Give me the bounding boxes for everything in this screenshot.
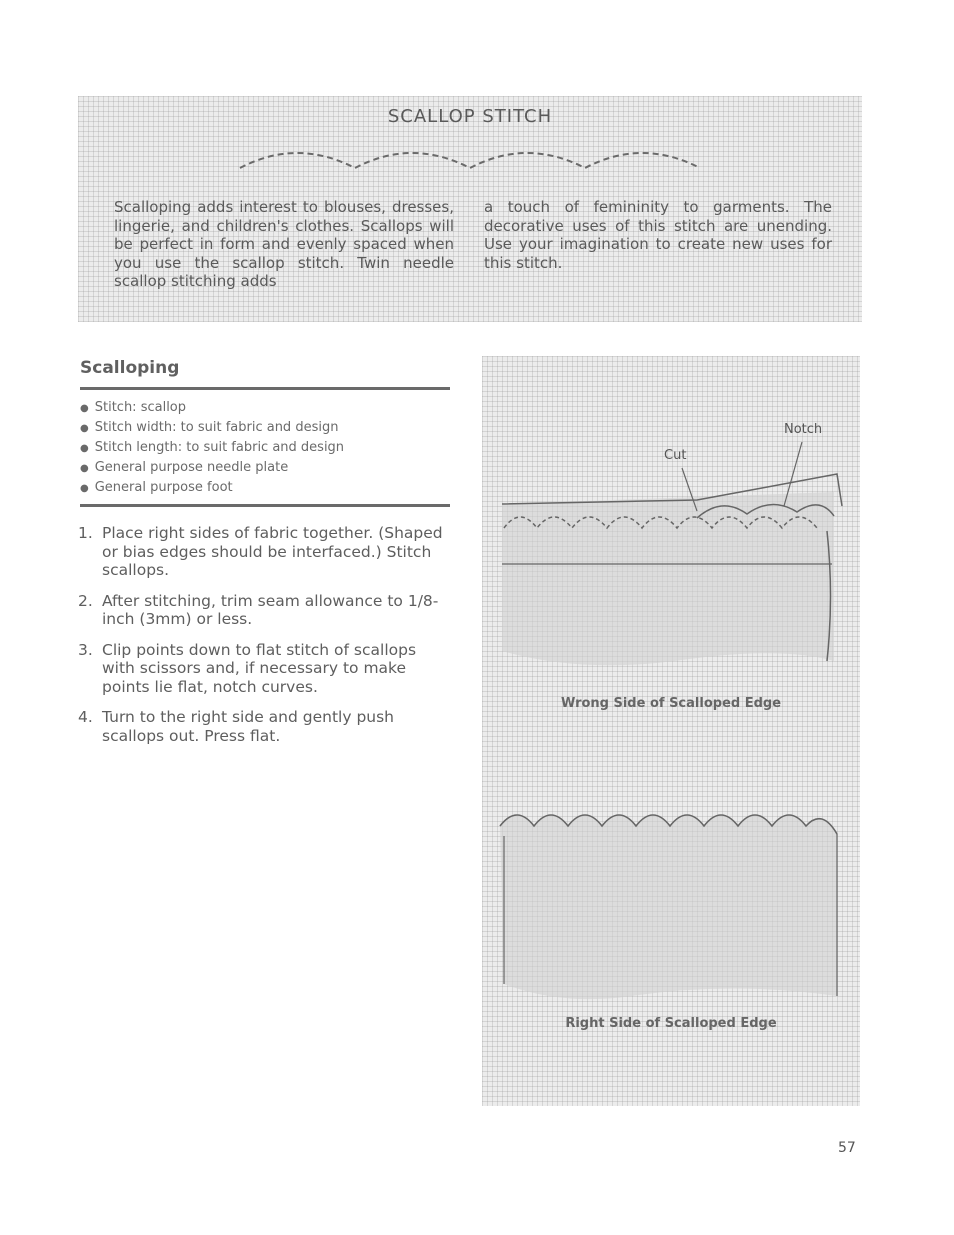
step-item: 3. Clip points down to flat stitch of scallops with scissors and, if necessary to make points lie flat, notch curves.: [78, 640, 417, 696]
intro-box: [78, 96, 862, 322]
intro-text-right: a touch of femininity to garments. The decorative uses of this stitch are unending. Use your imagination to create new uses for this stitch.: [484, 198, 832, 272]
step-item: 1. Place right sides of fabric together. (Shaped or bias edges should be interfaced.) Stitch scallops.: [78, 524, 443, 579]
step-item: 2. After stitching, trim seam allowance to 1/8-inch (3mm) or less.: [78, 591, 439, 628]
section-title: Scalloping: [80, 358, 180, 378]
bullet-icon: ●: [80, 423, 89, 434]
label-notch: Notch: [784, 422, 823, 437]
spec-item: ● Stitch length: to suit fabric and design: [80, 438, 344, 458]
divider-bottom: [80, 504, 450, 507]
bullet-icon: ●: [80, 463, 89, 474]
divider-top: [80, 387, 450, 390]
right-side-fabric: [500, 815, 837, 999]
specs-list: [80, 398, 344, 498]
caption-wrong-side: Wrong Side of Scalloped Edge: [560, 696, 782, 711]
illustration-drawing: [482, 356, 860, 1106]
spec-item: ● Stitch width: to suit fabric and design: [80, 418, 344, 438]
intro-text-left: Scalloping adds interest to blouses, dresses, lingerie, and children's clothes. Scallops will be perfect in form and evenly spaced when you use the scallop stitch. Twin needle scallop stitching adds: [114, 198, 454, 290]
page-number: 57: [838, 1140, 856, 1156]
bullet-icon: ●: [80, 483, 89, 494]
steps-list: [78, 524, 452, 757]
spec-item: ● General purpose foot: [80, 478, 344, 498]
bullet-icon: ●: [80, 443, 89, 454]
label-cut: Cut: [664, 448, 687, 463]
bullet-icon: ●: [80, 403, 89, 414]
intro-title: SCALLOP STITCH: [387, 106, 553, 127]
spec-item: ● Stitch: scallop: [80, 398, 344, 418]
spec-item: ● General purpose needle plate: [80, 458, 344, 478]
wrong-side-fabric: [502, 442, 842, 665]
illustration-panel: [482, 356, 860, 1106]
scallop-decoration-icon: [235, 146, 705, 176]
step-item: 4. Turn to the right side and gently push scallops out. Press flat.: [78, 708, 395, 745]
caption-right-side: Right Side of Scalloped Edge: [565, 1016, 777, 1031]
